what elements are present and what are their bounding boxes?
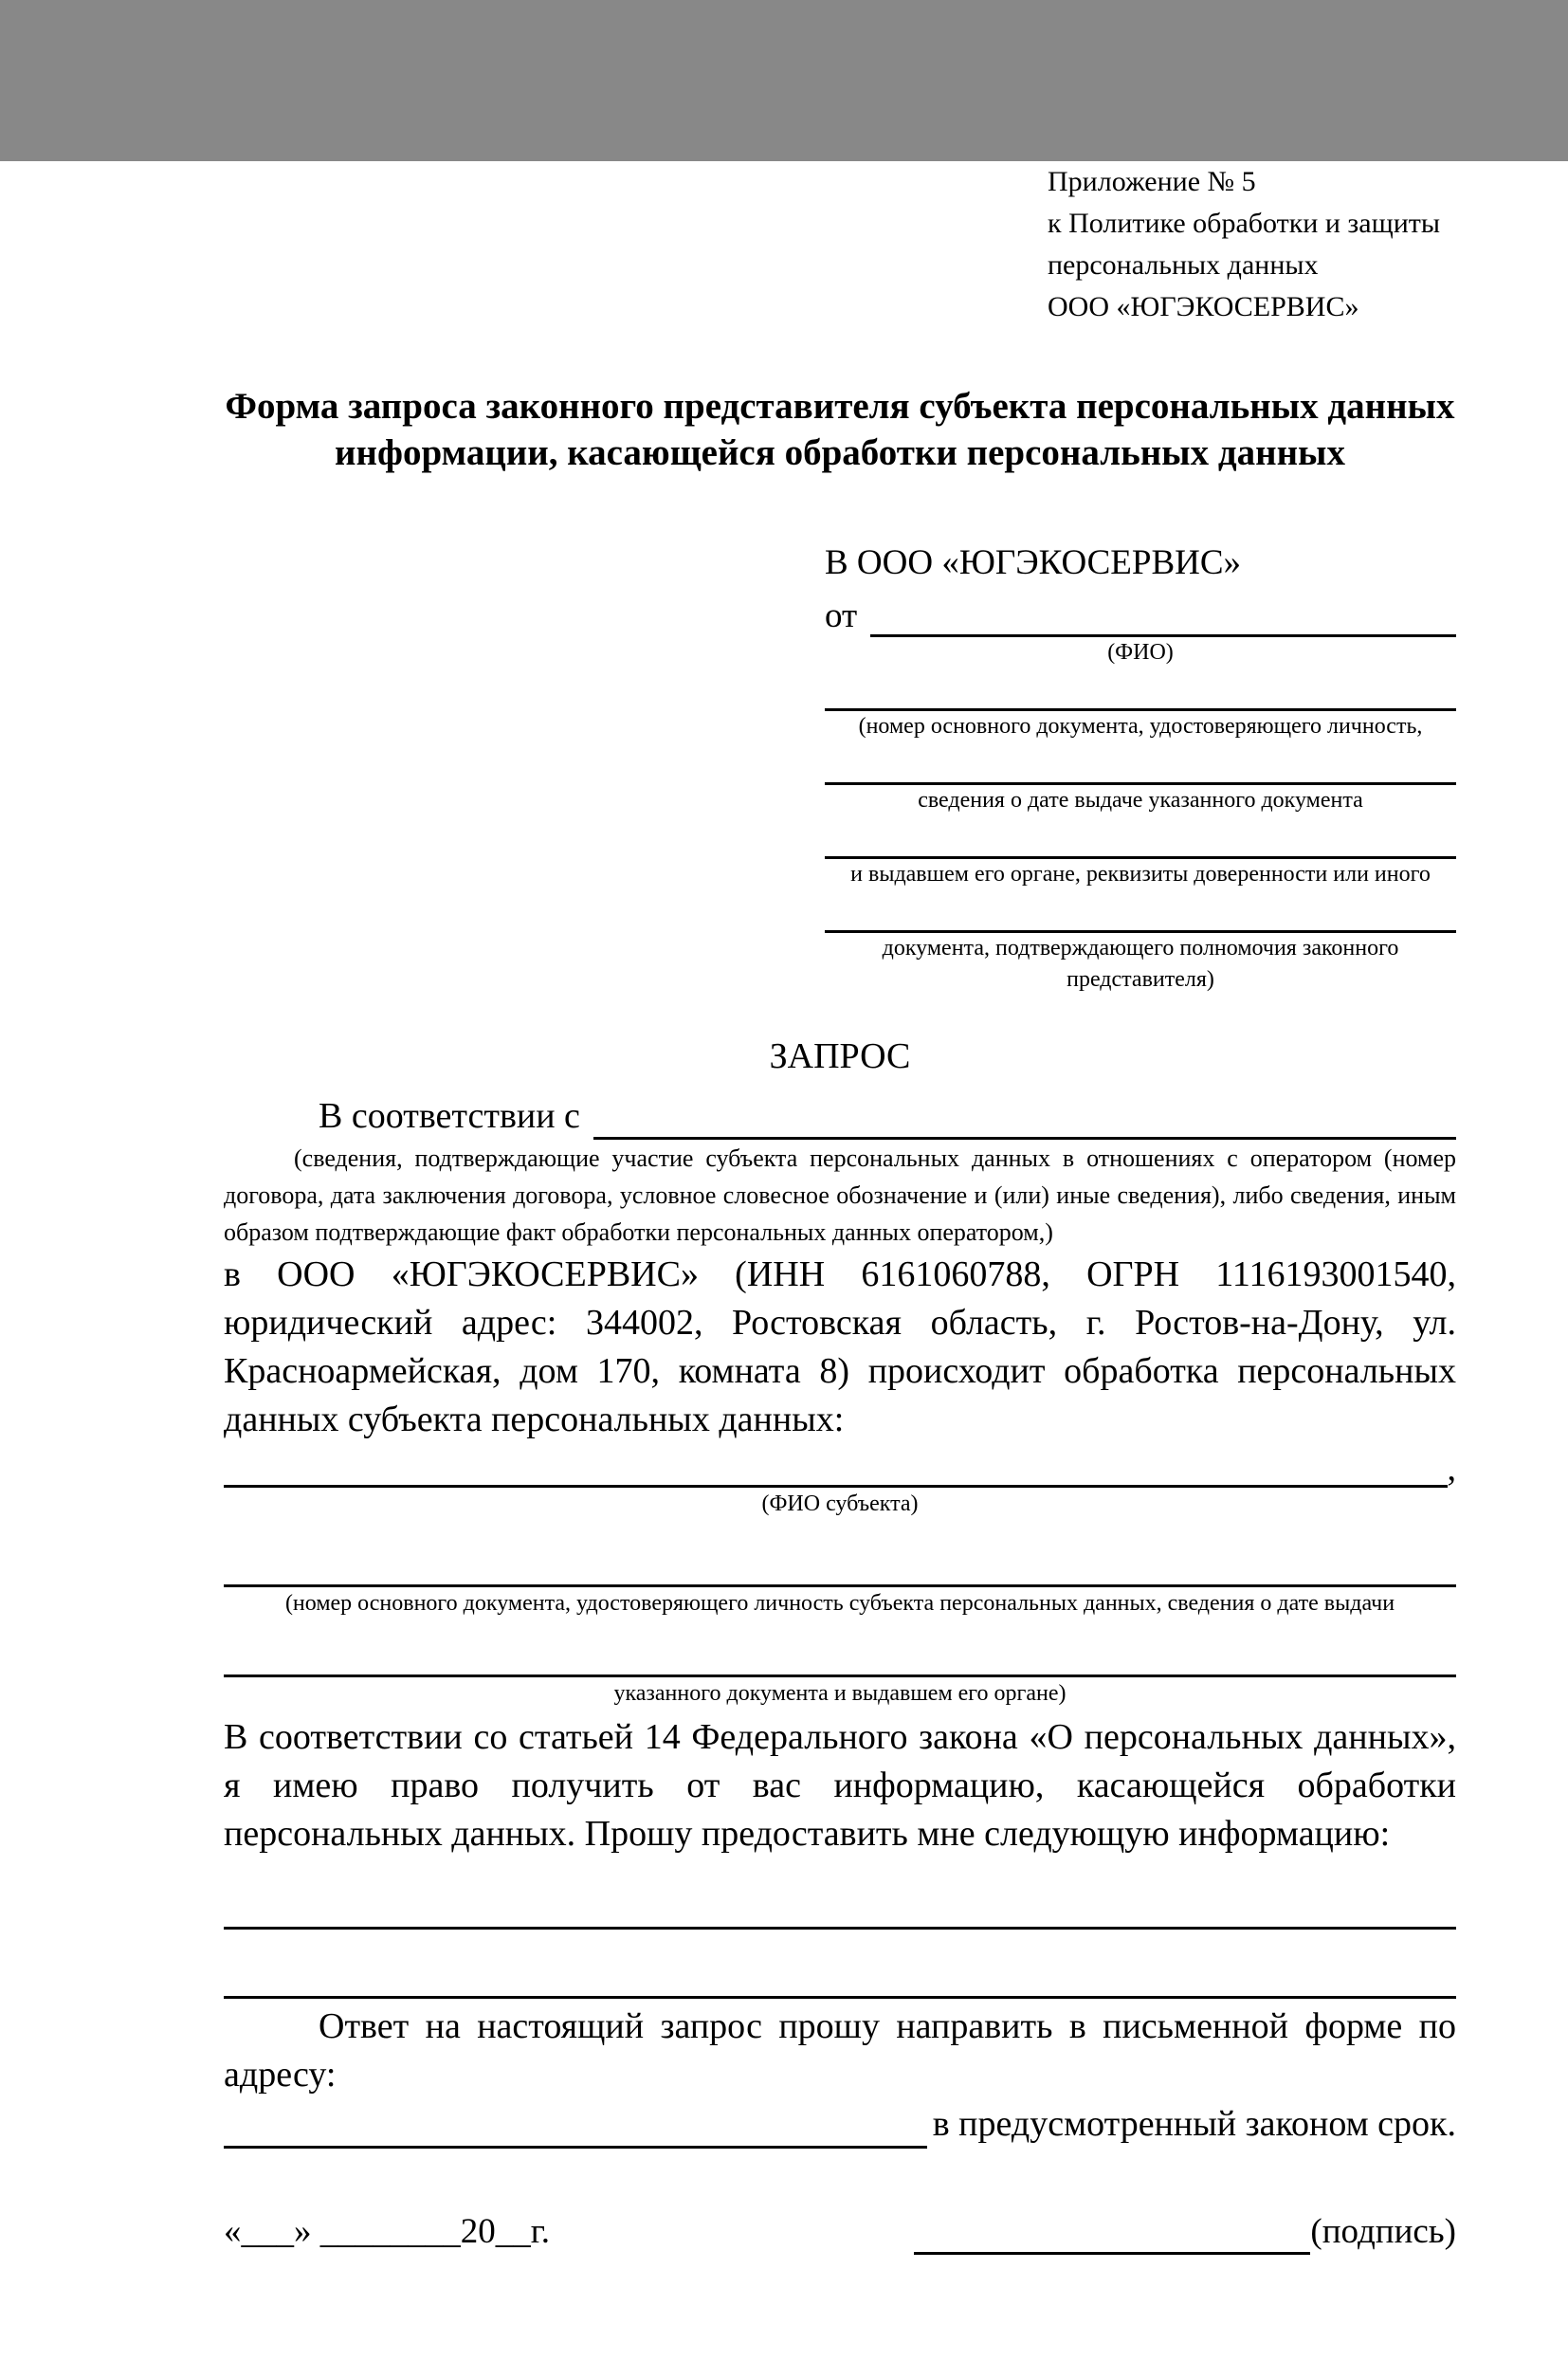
small-print-note: (сведения, подтверждающие участие субъекта персональных данных в отношениях с оператором (номер договора, дата заключения договора, условное словесное обозначение и (или) иные сведения), либо сведения, иным образом подтверждающие факт обработки персональных данных оператором,) xyxy=(224,1144,1456,1246)
subject-document-blank-line xyxy=(224,1545,1456,1587)
document-number-blank-line xyxy=(825,668,1456,711)
document-page xyxy=(0,161,1568,2379)
reply-address-row xyxy=(224,2099,1456,2149)
issuing-authority-blank-line xyxy=(825,816,1456,859)
subject-document-caption: (номер основного документа, удостоверяющего личность субъекта персональных данных, сведения о дате выдачи xyxy=(284,1591,1395,1616)
information-blank-line xyxy=(224,1883,1456,1930)
signature-group xyxy=(914,2209,1456,2255)
line-caption: и выдавшем его органе, реквизиты доверенности или иного xyxy=(850,862,1431,887)
subject-fio-comma: , xyxy=(1447,1449,1456,1489)
form-title xyxy=(224,383,1456,476)
addressee-from-row xyxy=(825,586,1456,637)
form-title-line: информации, касающейся обработки персональных данных xyxy=(335,432,1345,473)
line-caption: (номер основного документа, удостоверяющего личность, xyxy=(858,714,1423,739)
request-heading: ЗАПРОС xyxy=(769,1036,911,1076)
line-caption: сведения о дате выдаче указанного документа xyxy=(918,788,1363,813)
addressee-to: В ООО «ЮГЭКОСЕРВИС» xyxy=(825,543,1242,582)
issue-date-blank-line xyxy=(825,742,1456,785)
operator-paragraph: в ООО «ЮГЭКОСЕРВИС» (ИНН 6161060788, ОГРН 1116193001540, юридический адрес: 344002, Ростовская область, г. Ростов-на-Дону, ул. Красноармейская, дом 170, комната 8) происходит обработка персональных данных субъекта персональных данных: xyxy=(224,1254,1456,1439)
appendix-line: Приложение № 5 xyxy=(1048,166,1256,197)
subject-fio-caption: (ФИО субъекта) xyxy=(761,1491,919,1516)
appendix-line: персональных данных xyxy=(1048,249,1319,281)
appendix-line: ООО «ЮГЭКОСЕРВИС» xyxy=(1048,291,1359,322)
reply-address-sentence: Ответ на настоящий запрос прошу направить в письменной форме по адресу: xyxy=(224,2006,1456,2095)
subject-document-caption: указанного документа и выдавшем его органе) xyxy=(613,1681,1067,1706)
subject-document-blank-line xyxy=(224,1635,1456,1677)
appendix-line: к Политике обработки и защиты xyxy=(1048,208,1441,239)
date-signature-row xyxy=(224,2209,1456,2255)
signature-blank-line xyxy=(914,2214,1310,2255)
law-paragraph: В соответствии со статьей 14 Федерального закона «О персональных данных», я имею право получить от вас информацию, касающейся обработки персональных данных. Прошу предоставить мне следующую информацию: xyxy=(224,1717,1456,1854)
appendix-header xyxy=(1048,161,1456,328)
signature-caption: (подпись) xyxy=(1310,2212,1456,2251)
fio-caption: (ФИО) xyxy=(1107,640,1174,665)
authority-document-blank-line xyxy=(825,890,1456,933)
reply-address-blank-line xyxy=(224,2146,927,2149)
date-blank: «___» ________20__г. xyxy=(224,2212,551,2251)
form-title-line: Форма запроса законного представителя субъекта персональных данных xyxy=(225,386,1455,427)
line-caption: документа, подтверждающего полномочия законного представителя) xyxy=(882,936,1399,992)
from-label: от xyxy=(825,596,858,635)
accordance-row xyxy=(224,1092,1456,1140)
subject-fio-row xyxy=(224,1444,1456,1488)
reply-tail-text: в предусмотренный законом срок. xyxy=(932,2104,1456,2144)
addressee-block xyxy=(825,540,1456,996)
information-blank-line xyxy=(224,1952,1456,1999)
accordance-label: В соответствии с xyxy=(319,1096,580,1136)
